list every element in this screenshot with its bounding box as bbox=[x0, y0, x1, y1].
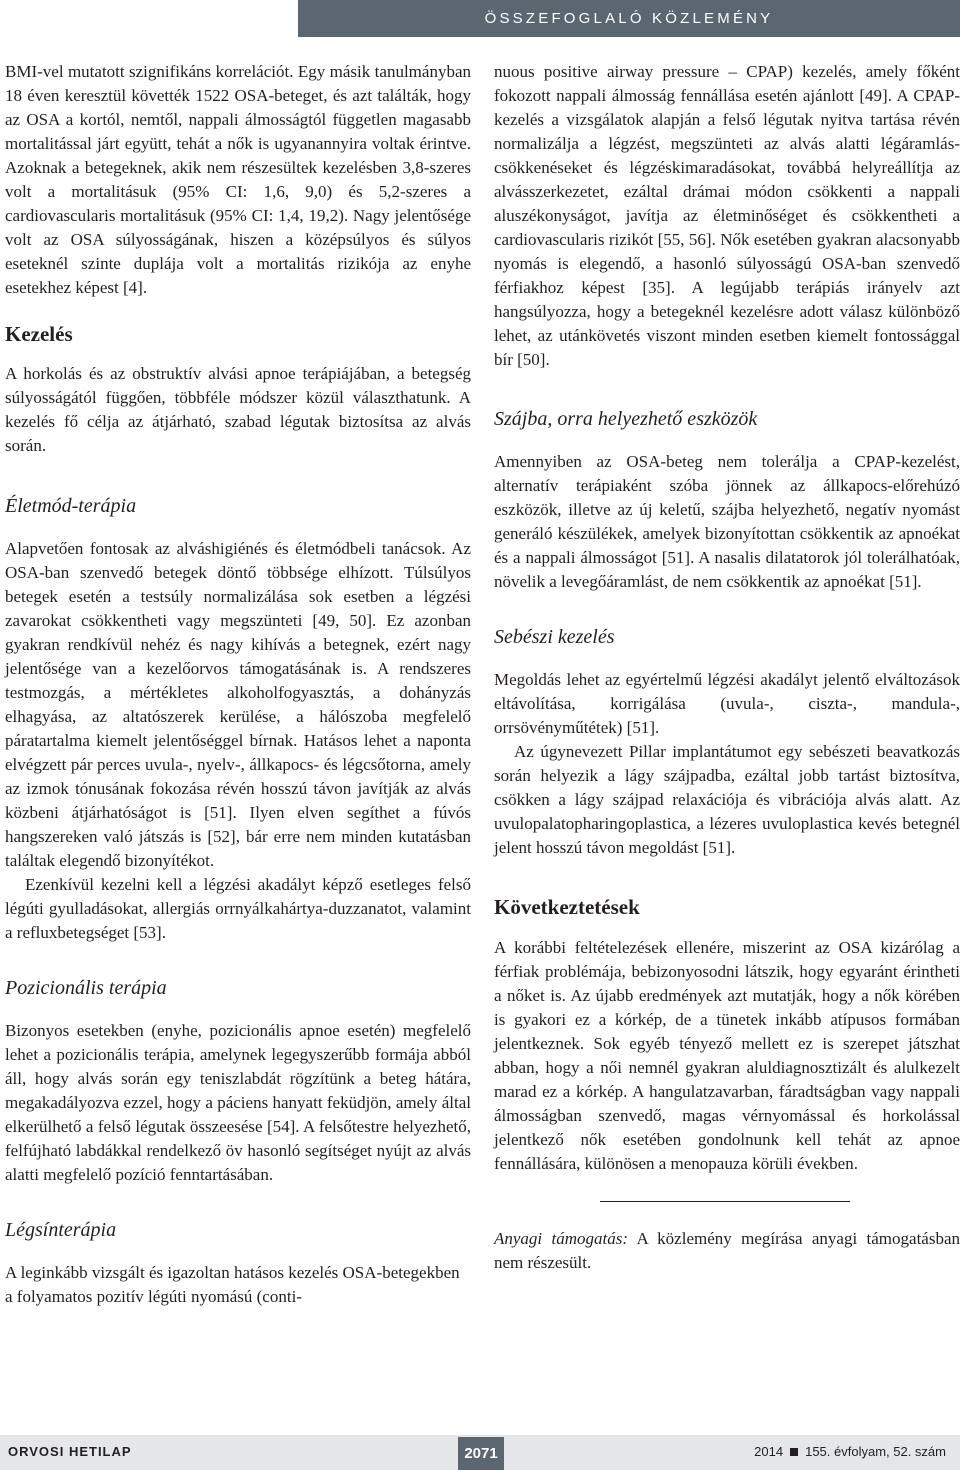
paragraph: A leginkább vizsgált és igazoltan hatásos kezelés OSA-betegekben a folyamatos pozitív légúti nyomású (conti- bbox=[5, 1263, 460, 1306]
paragraph: A korábbi feltételezések ellenére, miszerint az OSA kizárólag a férfiak problémája, bebizonyosodni látszik, hogy egyaránt érintheti a nőket is. Az újabb eredmények azt mutatják, hogy a nők körében is gyakori ez a kórkép, de a tünetek inkább atípusos formában jelentkeznek. Sok egyéb tényező mellett ez is szerepet játszhat abban, hogy a női nemnél gyakran aluldiagnosztizált és alulkezelt marad ez a kórkép. A hangulatzavarban, fáradtságban vagy nappali álmosságban szenvedő, magas vérnyomással és horkolással jelentkező nők esetében gondolnunk kell tehát az apnoe fennállására, különösen a menopauza körüli években. bbox=[494, 938, 960, 1173]
paragraph: A horkolás és az obstruktív alvási apnoe terápiájában, a betegség súlyosságától függően, többféle módszer közül választhatunk. A kezelés fő célja az átjárható, szabad légutak biztosítsa az alvás során. bbox=[5, 364, 471, 455]
page-number: 2071 bbox=[464, 1445, 498, 1462]
paragraph: BMI-vel mutatott szignifikáns korrelációt. Egy másik tanulmányban 18 éven keresztül követték 1522 OSA-beteget, és azt találták, hogy az OSA a kortól, nemtől, nappali álmosságtól független magasabb mortalitással járt együtt, tehát a nők is ugyanannyira voltak érintve. Azoknak a betegeknek, akik nem részesültek kezelésben 3,8-szeres volt a mortalitásuk (95% CI: 1,6, 9,0) és 5,2-szeres a cardiovascularis mortalitásuk (95% CI: 1,4, 19,2). Nagy jelentősége volt az OSA súlyosságának, hiszen a középsúlyos és súlyos eseteknél szinte duplája volt a mortalitás rizikója az enyhe esetekhez képest [4]. bbox=[5, 62, 471, 297]
section-label: ÖSSZEFOGLALÓ KÖZLEMÉNY bbox=[484, 10, 774, 27]
section-header-bar bbox=[298, 0, 960, 37]
paragraph: nuous positive airway pressure – CPAP) kezelés, amely főként fokozott nappali álmosság fennállása esetén ajánlott [49]. A CPAP-kezelés a vizsgálatok alapján a felső légutak nyitva tartása révén normalizálja a légzést, megszünteti az alvás alatti légáramlás-csökkenéseket és légzéskimaradásokat, továbbá helyreállítja az alvásszerkezetet, ezáltal drámai módon csökkenti a nappali aluszékonyságot, javítja az életminőséget és csökkentheti a cardiovascularis rizikót [55, 56]. Nők esetében gyakran alacsonyabb nyomás is elegendő, a hasonló súlyosságú OSA-ban szenvedő férfiakhoz képest [35]. A legújabb terápiás irányelv azt hangsúlyozza, hogy a betegeknél kezelésre adott válasz különböző lehet, az utánkövetés viszont minden esetben kiemelt fontossággal bír [50]. bbox=[494, 62, 960, 369]
right-column bbox=[494, 60, 960, 1275]
journal-name: ORVOSI HETILAP bbox=[8, 1444, 132, 1459]
heading-sebeszi-kezeles: Sebészi kezelés bbox=[494, 626, 615, 648]
heading-szajba-orra-eszkozok: Szájba, orra helyezhető eszközök bbox=[494, 408, 758, 430]
paragraph: Ezenkívül kezelni kell a légzési akadályt képző esetleges felső légúti gyulladásokat, allergiás orrnyálkahártya-duzzanatot, valamint a refluxbetegséget [53]. bbox=[5, 875, 471, 942]
paragraph: Amennyiben az OSA-beteg nem tolerálja a CPAP-kezelést, alternatív terápiaként szóba jönnek az állkapocs-előrehúzó eszközök, illetve az új keletű, szájba helyezhető, negatív nyomást generáló készülékek, amelyek bizonyítottan csökkentik az apnoékat és a nappali álmosságot [51]. A nasalis dilatatorok jól tolerálhatóak, növelik a levegőáramlást, de nem csökkentik az apnoékat [51]. bbox=[494, 452, 960, 591]
funding-text: A közlemény megírása anyagi támogatásban nem részesült. bbox=[494, 1229, 960, 1272]
issue-year: 2014 bbox=[754, 1444, 784, 1459]
heading-kovetkeztetesek: Következtetések bbox=[494, 895, 640, 919]
issue-volume: 155. évfolyam, 52. szám bbox=[805, 1444, 946, 1459]
paragraph: Alapvetően fontosak az alváshigiénés és életmódbeli tanácsok. Az OSA-ban szenvedő betegek döntő többsége elhízott. Túlsúlyos betegek esetén a testsúly normalizálása sok esetben a légzési zavarokat csökkentheti vagy megszünteti [49, 50]. Ez azonban gyakran rendkívül nehéz és nagy kihívás a betegnek, ezért nagy jelentősége van a kezelőorvos támogatásának is. A rendszeres testmozgás, a mértékletes alkoholfogyasztás, a dohányzás elhagyása, az altatószerek kerülése, a hálószoba megfelelő páratartalma kiemelt jelentőséggel bírnak. Hatásos lehet a naponta elvégzett pár perces uvula-, nyelv-, állkapocs- és légcsőtorna, amely az izmok tónusának fokozása révén hosszú távon javítják az alvás közbeni átjárhatóságot is [51]. Ilyen elven segíthet a fúvós hangszereken való játszás is [52], bár erre nem minden kutatásban találtak elegendő bizonyítékot. bbox=[5, 539, 471, 870]
paragraph: Az úgynevezett Pillar implantátumot egy sebészeti beavatkozás során helyezik a lágy szájpadba, ezáltal jobb tartást biztosítva, csökken a lágy szájpad relaxációja és vibrációja alvás alatt. Az uvulopalatopharingoplastica, a lézeres uvuloplastica kevés betegnél jelent hosszú távon megoldást [51]. bbox=[494, 742, 960, 857]
heading-legsinterapia: Légsínterápia bbox=[5, 1219, 117, 1241]
paragraph: Bizonyos esetekben (enyhe, pozicionális apnoe esetén) megfelelő lehet a pozicionális terápia, amelynek legegyszerűbb formája abból áll, hogy alvás során egy teniszlabdát rögzítünk a beteg hátára, megakadályozva ezzel, hogy a páciens hanyatt feküdjön, amely által elkerülhető a felső légutak összeesése [54]. A felsőtestre helyezhető, felfújható labdákkal rendelkező öv hasonló segítséget nyújt az alvás alatti megfelelő pozíció fenntartásában. bbox=[5, 1021, 471, 1184]
funding-note bbox=[494, 1227, 960, 1275]
page-number-box bbox=[458, 1437, 504, 1470]
square-bullet-icon bbox=[790, 1448, 798, 1456]
heading-kezeles: Kezelés bbox=[5, 322, 73, 346]
paragraph: Megoldás lehet az egyértelmű légzési akadályt jelentő elváltozások eltávolítása, korrigálása (uvula-, ciszta-, mandula-, orrsövényműtétek) [51]. bbox=[494, 670, 960, 737]
funding-label: Anyagi támogatás: bbox=[494, 1229, 629, 1248]
issue-info bbox=[754, 1444, 946, 1459]
left-column bbox=[5, 60, 471, 1309]
heading-pozicionalis-terapia: Pozicionális terápia bbox=[5, 977, 167, 999]
heading-eletmod-terapia: Életmód-terápia bbox=[5, 495, 137, 517]
